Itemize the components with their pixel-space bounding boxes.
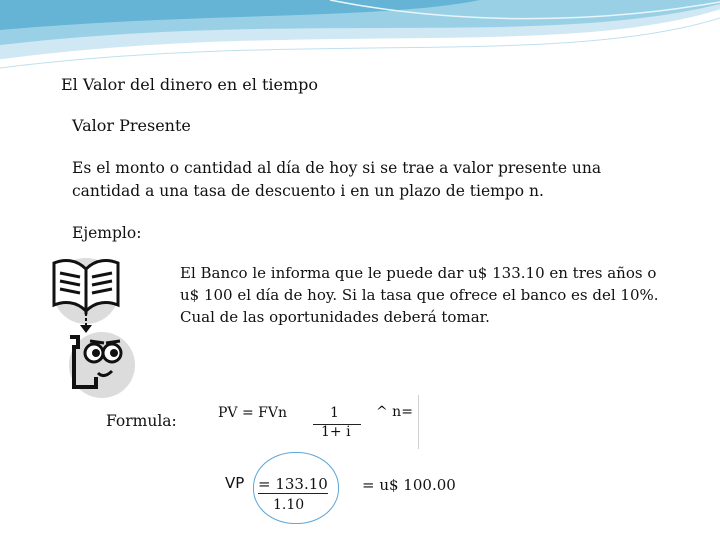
formula-label: Formula: [106, 412, 177, 430]
definition-text: Es el monto o cantidad al día de hoy si se trae a valor presente una cantidad a una tasa de descuento i en un plazo de tiempo n. [72, 159, 602, 200]
thinking-person-icon [69, 332, 135, 398]
calculation-denominator: 1.10 [273, 497, 305, 513]
formula-denominator: 1+ i [321, 424, 351, 440]
calculation-result: = u$ 100.00 [362, 476, 456, 494]
section-title: Valor Presente [72, 116, 191, 135]
slide-title: El Valor del dinero en el tiempo [61, 75, 318, 94]
clipart-illustration [46, 255, 142, 405]
example-problem-text: El Banco le informa que le puede dar u$ 133.10 en tres años o u$ 100 el día de hoy. Si la tasa que ofrece el banco es del 10%. Cual de las oportunidades deberá tomar. [180, 264, 659, 326]
formula-exponent: ^ n= [376, 404, 413, 420]
vp-label: VP [225, 474, 245, 492]
formula-image [200, 395, 419, 449]
formula-numerator: 1 [330, 405, 339, 421]
calculation-numerator: = 133.10 [258, 475, 328, 493]
formula-lhs: PV = FVn [218, 405, 288, 421]
example-label: Ejemplo: [72, 224, 142, 242]
